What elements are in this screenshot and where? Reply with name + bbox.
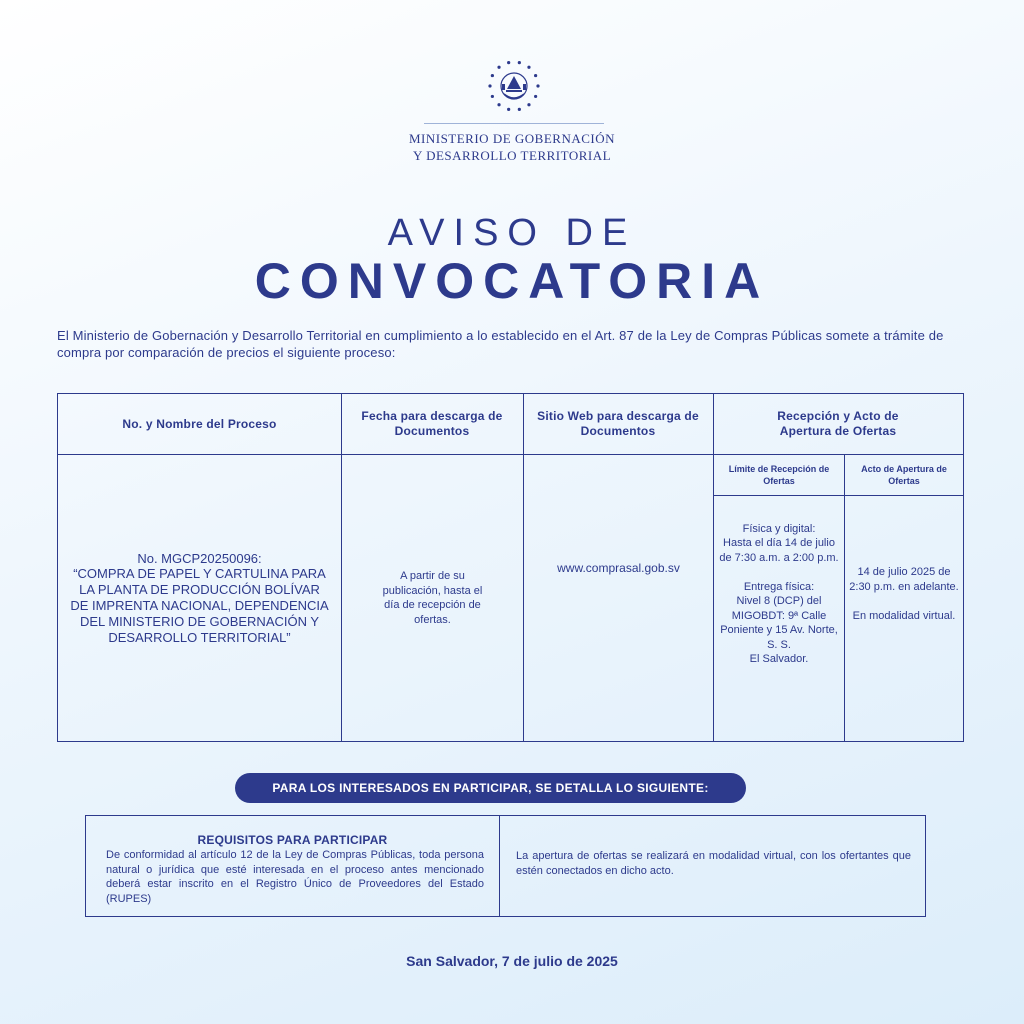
requirements-text: De conformidad al artículo 12 de la Ley de Compras Públicas, toda persona natural o jurídica que esté interesada en el proceso antes mencionado deberá estar inscrito en el Registro Único de Proveedores del Estado (RUPES) — [106, 849, 484, 905]
cell-fecha: A partir de su publicación, hasta el día de recepción de ofertas. — [382, 570, 483, 626]
cell-acto: 14 de julio 2025 de 2:30 p.m. en adelante. En modalidad virtual. — [849, 566, 959, 622]
header-limite: Límite de Recepción de Ofertas — [728, 464, 830, 486]
header-sitio-web: Sitio Web para descarga de Documentos — [537, 409, 699, 438]
table-border-bottom — [57, 741, 964, 742]
table-col-divider-1 — [341, 393, 342, 742]
table-col-divider-4 — [844, 454, 845, 742]
header-recepcion: Recepción y Acto de Apertura de Ofertas — [777, 409, 899, 438]
coat-of-arms-seal-icon — [486, 58, 542, 114]
participation-banner: PARA LOS INTERESADOS EN PARTICIPAR, SE DETALLA LO SIGUIENTE: — [235, 773, 746, 803]
requirements-divider — [499, 815, 500, 917]
intro-paragraph: El Ministerio de Gobernación y Desarrollo Territorial en cumplimiento a lo establecido en el Art. 87 de la Ley de Compras Públicas somete a trámite de compra por comparación de precios el siguiente proceso: — [57, 328, 944, 360]
table-col-divider-3 — [713, 393, 714, 742]
title-line-2: CONVOCATORIA — [254, 253, 770, 309]
cell-limite: Física y digital: Hasta el día 14 de julio de 7:30 a.m. a 2:00 p.m. Entrega física: Nivel 8 (DCP) del MIGOBDT: 9ª Calle Poniente y 15 Av. Norte, S. S. El Salvador. — [719, 522, 839, 665]
cell-sitio-web[interactable]: www.comprasal.gob.sv — [557, 560, 680, 575]
footer-date: San Salvador, 7 de julio de 2025 — [406, 953, 618, 969]
requirements-title: REQUISITOS PARA PARTICIPAR — [197, 833, 388, 847]
header-proceso: No. y Nombre del Proceso — [122, 416, 277, 431]
header-fecha: Fecha para descarga de Documentos — [361, 409, 503, 438]
ministry-name-line-1: MINISTERIO DE GOBERNACIÓN — [408, 131, 616, 146]
header-acto: Acto de Apertura de Ofertas — [861, 464, 947, 486]
title-line-1: AVISO DE — [387, 212, 637, 254]
cell-proceso: No. MGCP20250096: “COMPRA DE PAPEL Y CARTULINA PARA LA PLANTA DE PRODUCCIÓN BOLÍVAR DE IMPRENTA NACIONAL, DEPENDENCIA DEL MINISTERIO DE GOBERNACIÓN Y DESARROLLO TERRITORIAL” — [70, 550, 329, 645]
table-col-divider-2 — [523, 393, 524, 742]
table-border-right — [963, 393, 964, 742]
ministry-name-line-2: Y DESARROLLO TERRITORIAL — [412, 148, 612, 163]
virtual-opening-text: La apertura de ofertas se realizará en modalidad virtual, con los ofertantes que estén conectados en dicho acto. — [516, 850, 911, 877]
header-divider — [424, 123, 604, 124]
